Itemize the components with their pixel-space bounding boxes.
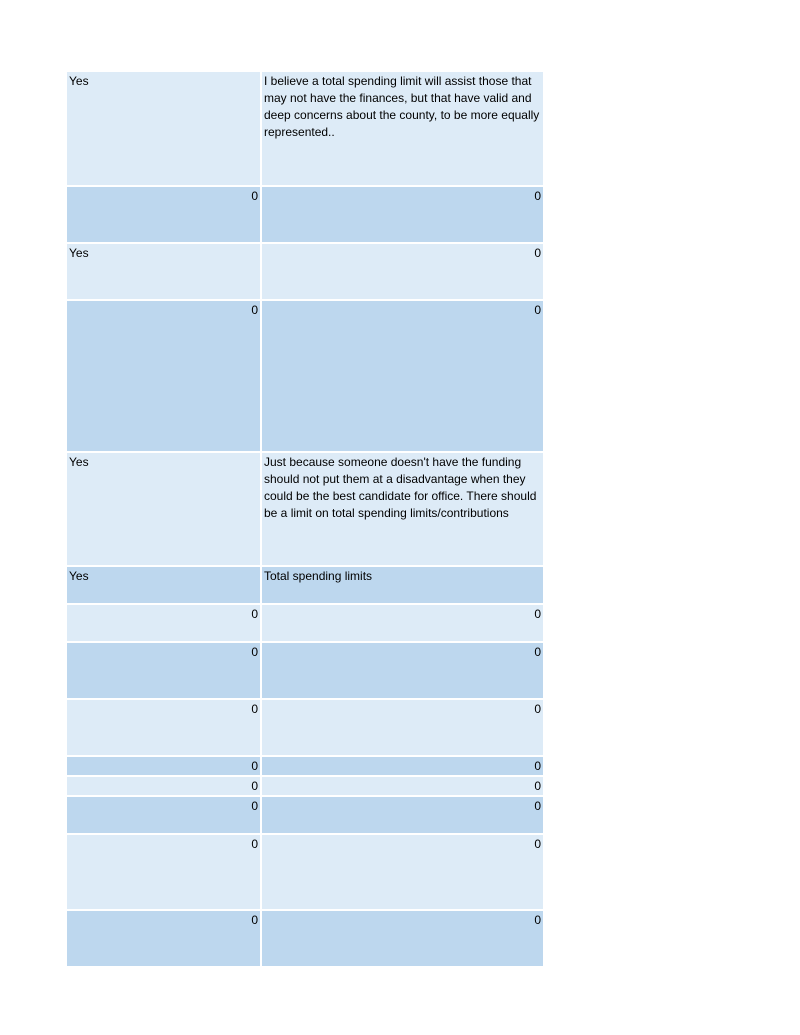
- cell-comment[interactable]: 0: [261, 604, 543, 642]
- table-row: [67, 699, 543, 756]
- cell-comment[interactable]: I believe a total spending limit will assist those that may not have the finances, but that have valid and deep concerns about the county, to be more equally represented..: [261, 72, 543, 186]
- cell-response[interactable]: 0: [67, 300, 261, 452]
- cell-response[interactable]: 0: [67, 186, 261, 243]
- cell-response[interactable]: Yes: [67, 452, 261, 566]
- table-row: [67, 642, 543, 699]
- cell-response[interactable]: 0: [67, 776, 261, 796]
- table-row: [67, 452, 543, 566]
- cell-comment[interactable]: 0: [261, 300, 543, 452]
- cell-response[interactable]: 0: [67, 910, 261, 967]
- cell-comment[interactable]: Just because someone doesn't have the funding should not put them at a disadvantage when they could be the best candidate for office. There should be a limit on total spending limits/contributions: [261, 452, 543, 566]
- cell-response[interactable]: 0: [67, 604, 261, 642]
- cell-response[interactable]: 0: [67, 796, 261, 834]
- cell-comment[interactable]: 0: [261, 776, 543, 796]
- table-row: [67, 910, 543, 967]
- table-row: [67, 796, 543, 834]
- cell-comment[interactable]: 0: [261, 834, 543, 910]
- table-row: [67, 776, 543, 796]
- cell-response[interactable]: Yes: [67, 243, 261, 300]
- cell-response[interactable]: Yes: [67, 566, 261, 604]
- cell-comment[interactable]: 0: [261, 699, 543, 756]
- cell-comment[interactable]: 0: [261, 243, 543, 300]
- cell-comment[interactable]: Total spending limits: [261, 566, 543, 604]
- cell-comment[interactable]: 0: [261, 796, 543, 834]
- table-row: [67, 566, 543, 604]
- cell-comment[interactable]: 0: [261, 642, 543, 699]
- cell-comment[interactable]: 0: [261, 186, 543, 243]
- cell-comment[interactable]: 0: [261, 910, 543, 967]
- cell-response[interactable]: 0: [67, 834, 261, 910]
- cell-response[interactable]: 0: [67, 642, 261, 699]
- cell-response[interactable]: Yes: [67, 72, 261, 186]
- cell-response[interactable]: 0: [67, 756, 261, 776]
- table-row: [67, 834, 543, 910]
- table-row: [67, 72, 543, 186]
- table-row: [67, 300, 543, 452]
- spreadsheet-table: [67, 72, 543, 968]
- table-row: [67, 186, 543, 243]
- cell-comment[interactable]: 0: [261, 756, 543, 776]
- cell-response[interactable]: 0: [67, 699, 261, 756]
- table-row: [67, 604, 543, 642]
- table-row: [67, 243, 543, 300]
- table-row: [67, 756, 543, 776]
